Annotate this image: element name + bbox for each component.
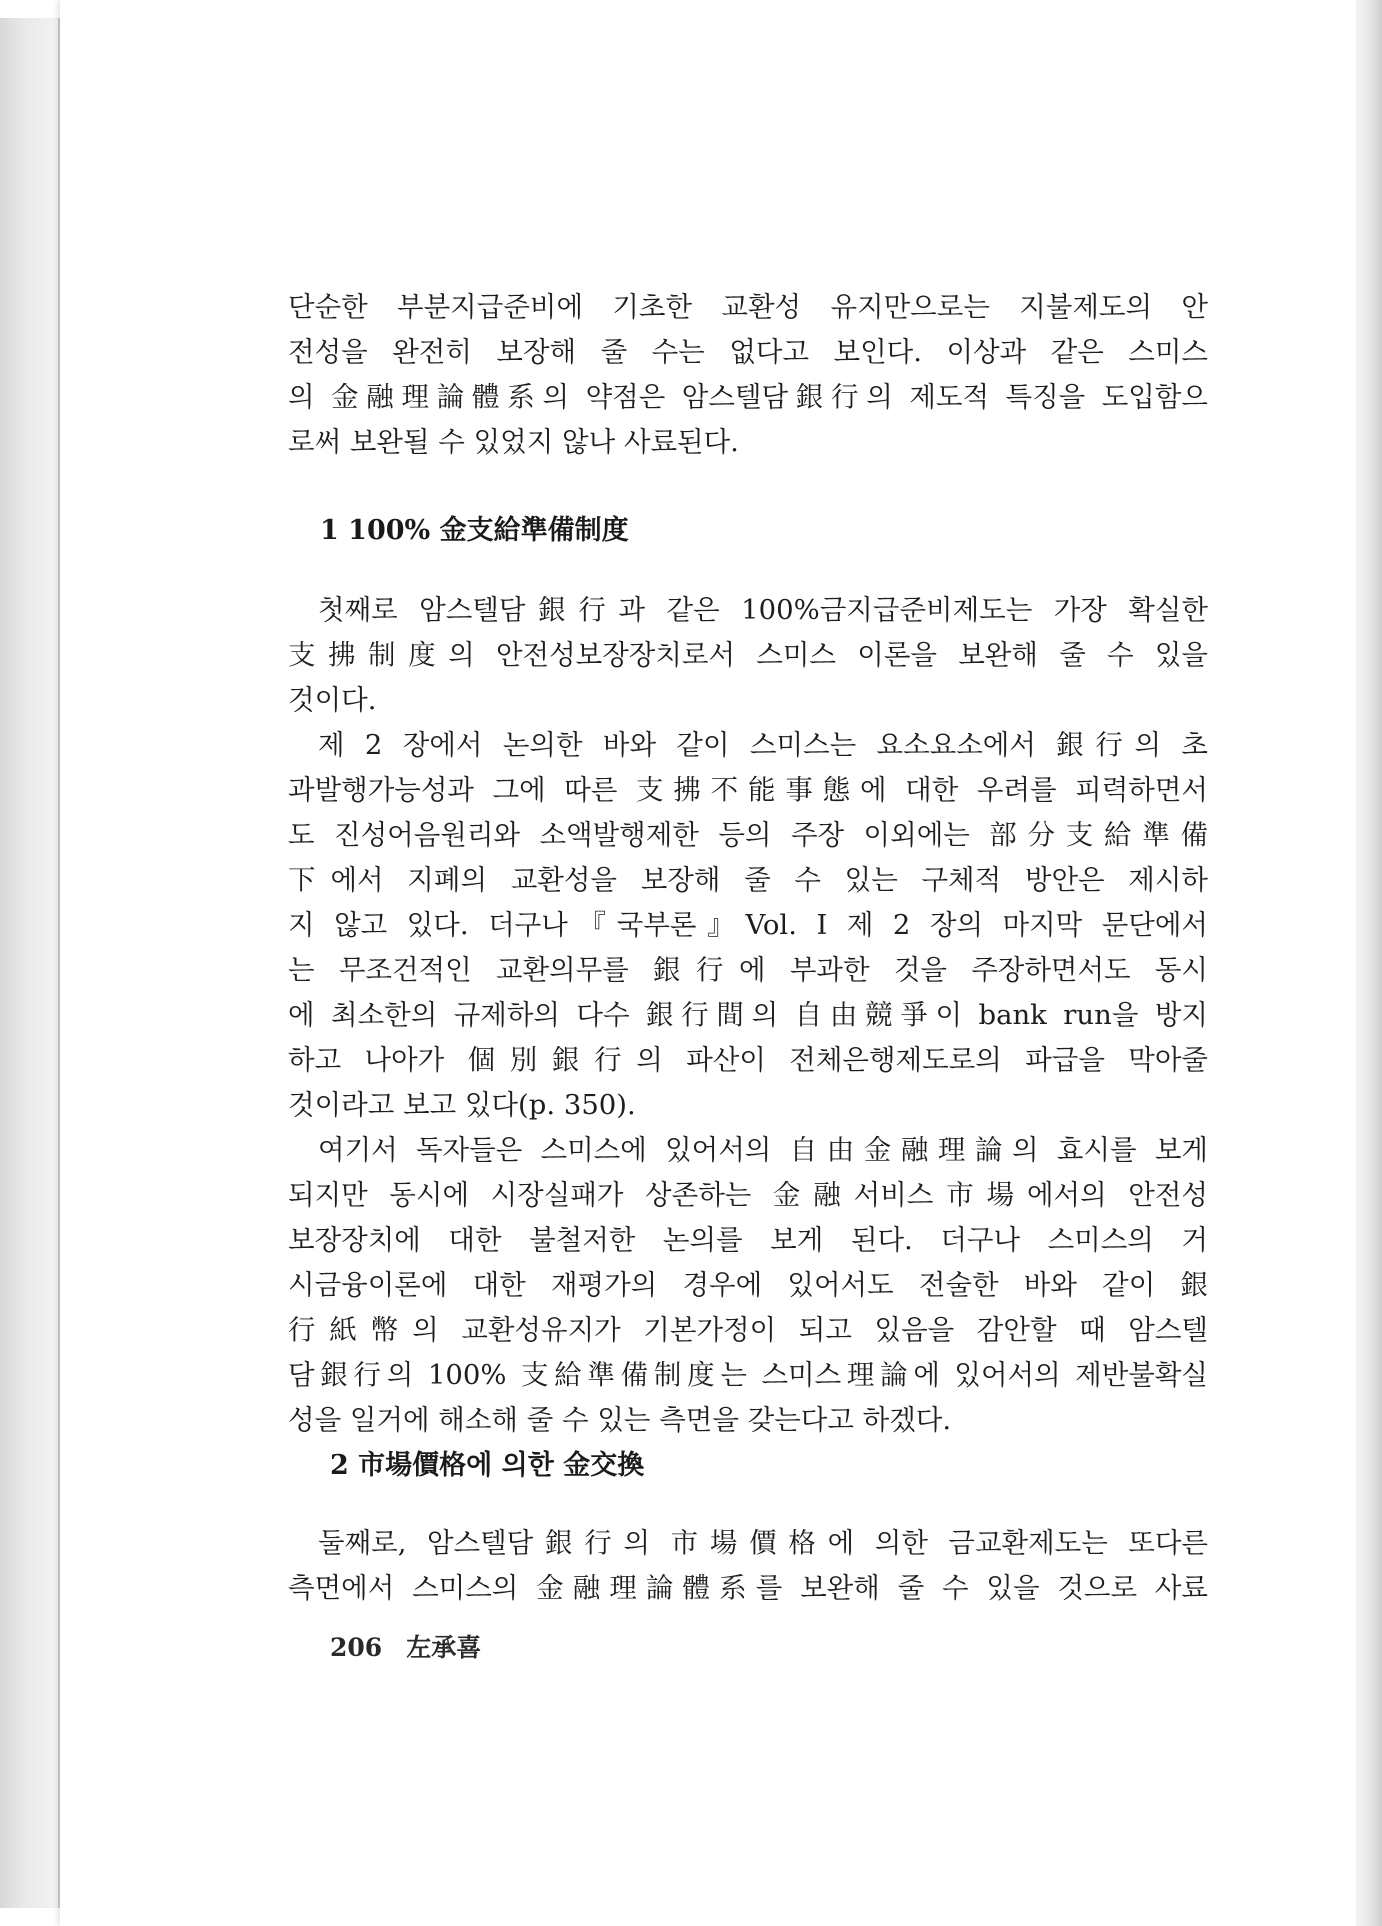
page-number: 206 xyxy=(330,1633,383,1662)
text-line: 下에서 지폐의 교환성을 보장해 줄 수 있는 구체적 방안은 제시하 xyxy=(288,864,1208,896)
section-heading: 2 市場價格에 의한 金交換 xyxy=(330,1450,645,1481)
text-line: 行紙幣의 교환성유지가 기본가정이 되고 있음을 감안할 때 암스텔 xyxy=(288,1314,1208,1346)
text-line: 지 않고 있다. 더구나『국부론』Vol. I 제 2 장의 마지막 문단에서 xyxy=(288,909,1208,941)
text-line: 는 무조건적인 교환의무를 銀行에 부과한 것을 주장하면서도 동시 xyxy=(288,954,1208,986)
text-line: 것이다. xyxy=(288,684,377,716)
text-line: 둘째로, 암스텔담銀行의 市場價格에 의한 금교환제도는 또다른 xyxy=(318,1527,1208,1559)
text-line: 전성을 완전히 보장해 줄 수는 없다고 보인다. 이상과 같은 스미스 xyxy=(288,336,1208,368)
text-line: 에 최소한의 규제하의 다수 銀行間의 自由競爭이 bank run을 방지 xyxy=(288,999,1208,1031)
text-line: 로써 보완될 수 있었지 않나 사료된다. xyxy=(288,426,739,458)
text-line: 보장장치에 대한 불철저한 논의를 보게 된다. 더구나 스미스의 거 xyxy=(288,1224,1208,1256)
text-line: 첫째로 암스텔담銀行과 같은 100%금지급준비제도는 가장 확실한 xyxy=(318,594,1208,626)
text-line: 도 진성어음원리와 소액발행제한 등의 주장 이외에는 部分支給準備 xyxy=(288,819,1208,851)
section2-body xyxy=(288,1521,1208,1611)
text-line: 단순한 부분지급준비에 기초한 교환성 유지만으로는 지불제도의 안 xyxy=(288,291,1208,323)
section1-body xyxy=(288,588,1208,1443)
text-line: 의 金融理論體系의 약점은 암스텔담銀行의 제도적 특징을 도입함으 xyxy=(288,381,1208,413)
section-heading: 1 100% 金支給準備制度 xyxy=(320,515,629,546)
book-left-edge xyxy=(0,18,60,1908)
text-line: 것이라고 보고 있다(p. 350). xyxy=(288,1089,636,1121)
running-author: 左承喜 xyxy=(406,1633,482,1662)
page-footer xyxy=(330,1628,481,1664)
text-line: 담銀行의 100% 支給準備制度는 스미스理論에 있어서의 제반불확실 xyxy=(288,1359,1208,1391)
text-line: 제 2 장에서 논의한 바와 같이 스미스는 요소요소에서 銀行의 초 xyxy=(318,729,1208,761)
text-line: 시금융이론에 대한 재평가의 경우에 있어서도 전술한 바와 같이 銀 xyxy=(288,1269,1208,1301)
text-line: 성을 일거에 해소해 줄 수 있는 측면을 갖는다고 하겠다. xyxy=(288,1404,952,1436)
text-line: 支拂制度의 안전성보장장치로서 스미스 이론을 보완해 줄 수 있을 xyxy=(288,639,1208,671)
text-line: 측면에서 스미스의 金融理論體系를 보완해 줄 수 있을 것으로 사료 xyxy=(288,1572,1208,1604)
text-line: 과발행가능성과 그에 따른 支拂不能事態에 대한 우려를 피력하면서 xyxy=(288,774,1208,806)
book-right-edge xyxy=(1356,0,1382,1926)
text-line: 여기서 독자들은 스미스에 있어서의 自由金融理論의 효시를 보게 xyxy=(318,1134,1208,1166)
intro-paragraph xyxy=(288,285,1208,465)
text-line: 하고 나아가 個別銀行의 파산이 전체은행제도로의 파급을 막아줄 xyxy=(288,1044,1208,1076)
text-line: 되지만 동시에 시장실패가 상존하는 金融서비스市場에서의 안전성 xyxy=(288,1179,1208,1211)
